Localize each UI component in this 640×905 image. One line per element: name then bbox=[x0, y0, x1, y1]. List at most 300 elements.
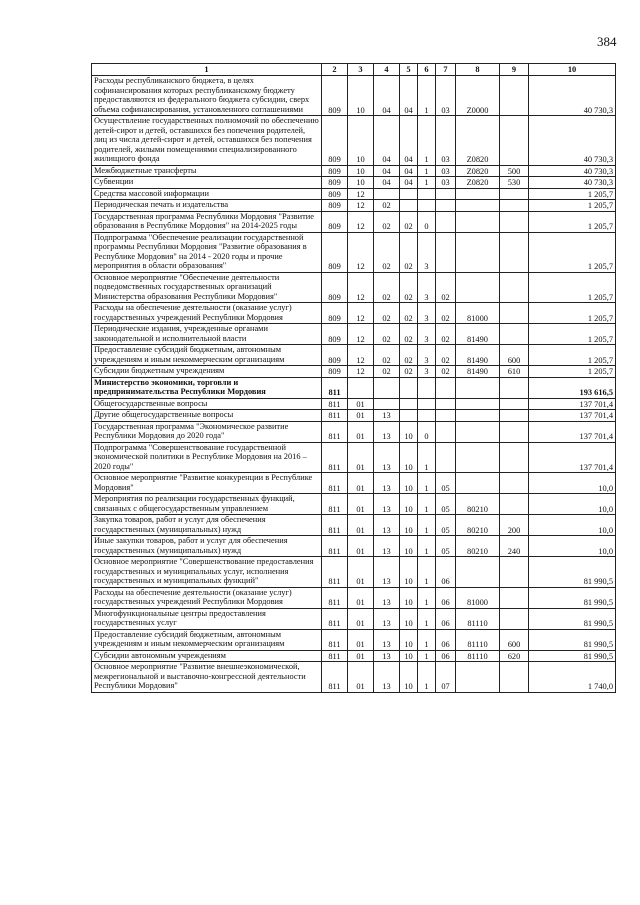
activity-cell bbox=[436, 211, 456, 232]
amount-cell: 40 730,3 bbox=[529, 165, 616, 177]
direction-code-cell bbox=[456, 211, 500, 232]
amount-cell: 81 990,5 bbox=[529, 587, 616, 608]
program-cell: 02 bbox=[400, 272, 418, 303]
section-cell: 12 bbox=[348, 272, 374, 303]
subsection-cell bbox=[374, 188, 400, 200]
header-cell: 7 bbox=[436, 64, 456, 76]
expense-type-cell bbox=[500, 116, 529, 166]
section-cell: 10 bbox=[348, 76, 374, 116]
admin-code-cell: 811 bbox=[322, 377, 348, 398]
activity-cell: 02 bbox=[436, 366, 456, 378]
admin-code-cell: 811 bbox=[322, 410, 348, 422]
row-name-cell: Государственная программа "Экономическое развитие Республики Мордовия до 2020 года" bbox=[92, 421, 322, 442]
row-name-cell: Общегосударственные вопросы bbox=[92, 398, 322, 410]
subprogram-cell: 3 bbox=[418, 272, 436, 303]
subsection-cell: 02 bbox=[374, 200, 400, 212]
direction-code-cell: 81110 bbox=[456, 629, 500, 650]
direction-code-cell bbox=[456, 272, 500, 303]
admin-code-cell: 809 bbox=[322, 200, 348, 212]
table-row bbox=[92, 272, 616, 303]
header-cell: 4 bbox=[374, 64, 400, 76]
admin-code-cell: 811 bbox=[322, 421, 348, 442]
section-cell: 10 bbox=[348, 165, 374, 177]
table-row bbox=[92, 188, 616, 200]
table-row bbox=[92, 515, 616, 536]
activity-cell bbox=[436, 188, 456, 200]
program-cell bbox=[400, 188, 418, 200]
admin-code-cell: 809 bbox=[322, 272, 348, 303]
program-cell: 04 bbox=[400, 177, 418, 189]
amount-cell: 40 730,3 bbox=[529, 177, 616, 189]
activity-cell: 05 bbox=[436, 473, 456, 494]
expense-type-cell bbox=[500, 303, 529, 324]
subprogram-cell: 3 bbox=[418, 345, 436, 366]
activity-cell: 05 bbox=[436, 515, 456, 536]
admin-code-cell: 811 bbox=[322, 557, 348, 588]
subprogram-cell: 1 bbox=[418, 442, 436, 473]
header-cell: 2 bbox=[322, 64, 348, 76]
program-cell: 10 bbox=[400, 557, 418, 588]
activity-cell: 02 bbox=[436, 272, 456, 303]
activity-cell: 06 bbox=[436, 557, 456, 588]
admin-code-cell: 809 bbox=[322, 232, 348, 272]
amount-cell: 1 205,7 bbox=[529, 211, 616, 232]
subprogram-cell: 3 bbox=[418, 366, 436, 378]
admin-code-cell: 811 bbox=[322, 515, 348, 536]
table-row bbox=[92, 650, 616, 662]
activity-cell bbox=[436, 232, 456, 272]
table-body bbox=[92, 76, 616, 693]
expense-type-cell bbox=[500, 232, 529, 272]
expense-type-cell bbox=[500, 200, 529, 212]
expense-type-cell: 500 bbox=[500, 165, 529, 177]
row-name-cell: Расходы на обеспечение деятельности (оказание услуг) государственных учреждений Республики Мордовия bbox=[92, 587, 322, 608]
subprogram-cell: 1 bbox=[418, 629, 436, 650]
program-cell bbox=[400, 398, 418, 410]
table-row bbox=[92, 200, 616, 212]
table-row bbox=[92, 76, 616, 116]
subsection-cell: 13 bbox=[374, 442, 400, 473]
activity-cell: 03 bbox=[436, 177, 456, 189]
amount-cell: 1 740,0 bbox=[529, 662, 616, 693]
program-cell: 02 bbox=[400, 303, 418, 324]
budget-table bbox=[91, 63, 616, 693]
direction-code-cell bbox=[456, 377, 500, 398]
activity-cell: 05 bbox=[436, 536, 456, 557]
subsection-cell: 13 bbox=[374, 557, 400, 588]
activity-cell bbox=[436, 421, 456, 442]
section-cell: 01 bbox=[348, 587, 374, 608]
subsection-cell: 13 bbox=[374, 494, 400, 515]
section-cell: 01 bbox=[348, 442, 374, 473]
expense-type-cell: 530 bbox=[500, 177, 529, 189]
subprogram-cell bbox=[418, 410, 436, 422]
subsection-cell: 13 bbox=[374, 650, 400, 662]
subprogram-cell: 1 bbox=[418, 473, 436, 494]
table-header-row bbox=[92, 64, 616, 76]
subprogram-cell: 1 bbox=[418, 116, 436, 166]
activity-cell: 02 bbox=[436, 303, 456, 324]
expense-type-cell: 610 bbox=[500, 366, 529, 378]
program-cell: 10 bbox=[400, 650, 418, 662]
section-cell: 01 bbox=[348, 536, 374, 557]
direction-code-cell: 81490 bbox=[456, 366, 500, 378]
table-row bbox=[92, 377, 616, 398]
program-cell: 10 bbox=[400, 421, 418, 442]
section-cell: 01 bbox=[348, 473, 374, 494]
table-row bbox=[92, 494, 616, 515]
subsection-cell: 02 bbox=[374, 211, 400, 232]
table-row bbox=[92, 442, 616, 473]
amount-cell: 10,0 bbox=[529, 536, 616, 557]
admin-code-cell: 809 bbox=[322, 116, 348, 166]
expense-type-cell bbox=[500, 442, 529, 473]
expense-type-cell bbox=[500, 272, 529, 303]
direction-code-cell bbox=[456, 557, 500, 588]
section-cell: 12 bbox=[348, 232, 374, 272]
row-name-cell: Государственная программа Республики Мордовия "Развитие образования в Республике Мордовия" на 2014-2025 годы bbox=[92, 211, 322, 232]
header-cell: 10 bbox=[529, 64, 616, 76]
table-row bbox=[92, 587, 616, 608]
activity-cell: 02 bbox=[436, 345, 456, 366]
section-cell: 12 bbox=[348, 188, 374, 200]
table-row bbox=[92, 629, 616, 650]
direction-code-cell: 81000 bbox=[456, 587, 500, 608]
subsection-cell: 02 bbox=[374, 232, 400, 272]
admin-code-cell: 809 bbox=[322, 76, 348, 116]
program-cell: 10 bbox=[400, 473, 418, 494]
subprogram-cell: 0 bbox=[418, 211, 436, 232]
direction-code-cell: 80210 bbox=[456, 536, 500, 557]
header-cell: 1 bbox=[92, 64, 322, 76]
row-name-cell: Мероприятия по реализации государственных функций, связанных с общегосударственным управлением bbox=[92, 494, 322, 515]
admin-code-cell: 809 bbox=[322, 211, 348, 232]
program-cell: 10 bbox=[400, 442, 418, 473]
section-cell: 10 bbox=[348, 116, 374, 166]
program-cell: 10 bbox=[400, 536, 418, 557]
admin-code-cell: 809 bbox=[322, 165, 348, 177]
expense-type-cell: 620 bbox=[500, 650, 529, 662]
direction-code-cell: Z0820 bbox=[456, 165, 500, 177]
program-cell: 10 bbox=[400, 662, 418, 693]
row-name-cell: Межбюджетные трансферты bbox=[92, 165, 322, 177]
subsection-cell: 13 bbox=[374, 473, 400, 494]
table-row bbox=[92, 557, 616, 588]
expense-type-cell bbox=[500, 76, 529, 116]
subsection-cell: 13 bbox=[374, 410, 400, 422]
direction-code-cell bbox=[456, 421, 500, 442]
table-row bbox=[92, 398, 616, 410]
expense-type-cell bbox=[500, 324, 529, 345]
section-cell: 12 bbox=[348, 345, 374, 366]
admin-code-cell: 811 bbox=[322, 629, 348, 650]
table-row bbox=[92, 165, 616, 177]
expense-type-cell bbox=[500, 557, 529, 588]
subsection-cell: 02 bbox=[374, 345, 400, 366]
subprogram-cell: 3 bbox=[418, 324, 436, 345]
admin-code-cell: 809 bbox=[322, 366, 348, 378]
expense-type-cell bbox=[500, 398, 529, 410]
table-row bbox=[92, 608, 616, 629]
direction-code-cell: Z0000 bbox=[456, 76, 500, 116]
subprogram-cell bbox=[418, 398, 436, 410]
subprogram-cell: 1 bbox=[418, 536, 436, 557]
activity-cell: 06 bbox=[436, 587, 456, 608]
amount-cell: 1 205,7 bbox=[529, 303, 616, 324]
expense-type-cell: 200 bbox=[500, 515, 529, 536]
subprogram-cell: 3 bbox=[418, 303, 436, 324]
subsection-cell: 02 bbox=[374, 366, 400, 378]
subprogram-cell: 1 bbox=[418, 650, 436, 662]
expense-type-cell bbox=[500, 494, 529, 515]
table-row bbox=[92, 177, 616, 189]
table-row bbox=[92, 211, 616, 232]
activity-cell: 02 bbox=[436, 324, 456, 345]
program-cell bbox=[400, 377, 418, 398]
amount-cell: 10,0 bbox=[529, 494, 616, 515]
header-cell: 6 bbox=[418, 64, 436, 76]
row-name-cell: Многофункциональные центры предоставления государственных услуг bbox=[92, 608, 322, 629]
subsection-cell: 13 bbox=[374, 662, 400, 693]
row-name-cell: Субсидии бюджетным учреждениям bbox=[92, 366, 322, 378]
header-cell: 8 bbox=[456, 64, 500, 76]
program-cell: 02 bbox=[400, 345, 418, 366]
table-row bbox=[92, 345, 616, 366]
program-cell: 10 bbox=[400, 608, 418, 629]
program-cell: 02 bbox=[400, 232, 418, 272]
activity-cell: 03 bbox=[436, 116, 456, 166]
admin-code-cell: 811 bbox=[322, 587, 348, 608]
subsection-cell: 13 bbox=[374, 629, 400, 650]
subprogram-cell: 1 bbox=[418, 515, 436, 536]
table-row bbox=[92, 421, 616, 442]
program-cell: 10 bbox=[400, 494, 418, 515]
subsection-cell: 13 bbox=[374, 536, 400, 557]
subsection-cell bbox=[374, 377, 400, 398]
activity-cell: 06 bbox=[436, 608, 456, 629]
amount-cell: 81 990,5 bbox=[529, 629, 616, 650]
section-cell: 12 bbox=[348, 366, 374, 378]
admin-code-cell: 811 bbox=[322, 608, 348, 629]
section-cell: 01 bbox=[348, 515, 374, 536]
amount-cell: 40 730,3 bbox=[529, 116, 616, 166]
admin-code-cell: 809 bbox=[322, 177, 348, 189]
program-cell: 02 bbox=[400, 324, 418, 345]
expense-type-cell bbox=[500, 608, 529, 629]
subprogram-cell: 3 bbox=[418, 232, 436, 272]
expense-type-cell bbox=[500, 188, 529, 200]
amount-cell: 1 205,7 bbox=[529, 232, 616, 272]
page-number: 384 bbox=[597, 34, 617, 49]
section-cell: 12 bbox=[348, 324, 374, 345]
row-name-cell: Подпрограмма "Совершенствование государственной экономической политики в Республике Мордовия на 2016 – 2020 годы" bbox=[92, 442, 322, 473]
row-name-cell: Основное мероприятие "Развитие конкуренции в Республике Мордовия" bbox=[92, 473, 322, 494]
amount-cell: 193 616,5 bbox=[529, 377, 616, 398]
row-name-cell: Субвенции bbox=[92, 177, 322, 189]
section-cell: 01 bbox=[348, 494, 374, 515]
subprogram-cell bbox=[418, 188, 436, 200]
direction-code-cell: 81110 bbox=[456, 608, 500, 629]
subprogram-cell: 1 bbox=[418, 494, 436, 515]
admin-code-cell: 811 bbox=[322, 536, 348, 557]
amount-cell: 1 205,7 bbox=[529, 272, 616, 303]
direction-code-cell bbox=[456, 442, 500, 473]
row-name-cell: Расходы на обеспечение деятельности (оказание услуг) государственных учреждений Республики Мордовия bbox=[92, 303, 322, 324]
amount-cell: 1 205,7 bbox=[529, 188, 616, 200]
program-cell: 04 bbox=[400, 165, 418, 177]
activity-cell: 03 bbox=[436, 76, 456, 116]
table-row bbox=[92, 116, 616, 166]
section-cell: 12 bbox=[348, 200, 374, 212]
row-name-cell: Другие общегосударственные вопросы bbox=[92, 410, 322, 422]
amount-cell: 10,0 bbox=[529, 473, 616, 494]
table-row bbox=[92, 410, 616, 422]
subsection-cell: 02 bbox=[374, 272, 400, 303]
header-cell: 9 bbox=[500, 64, 529, 76]
expense-type-cell bbox=[500, 587, 529, 608]
expense-type-cell bbox=[500, 377, 529, 398]
subprogram-cell: 1 bbox=[418, 165, 436, 177]
program-cell: 10 bbox=[400, 587, 418, 608]
row-name-cell: Субсидии автономным учреждениям bbox=[92, 650, 322, 662]
direction-code-cell bbox=[456, 188, 500, 200]
admin-code-cell: 811 bbox=[322, 662, 348, 693]
table-row bbox=[92, 366, 616, 378]
subsection-cell: 04 bbox=[374, 177, 400, 189]
subsection-cell bbox=[374, 398, 400, 410]
amount-cell: 1 205,7 bbox=[529, 200, 616, 212]
admin-code-cell: 811 bbox=[322, 398, 348, 410]
program-cell: 10 bbox=[400, 515, 418, 536]
row-name-cell: Министерство экономики, торговли и предпринимательства Республики Мордовия bbox=[92, 377, 322, 398]
row-name-cell: Подпрограмма "Обеспечение реализации государственной программы Республики Мордовия "Развитие образования в Республике Мордовия" на 2014 - 2020 годы и прочие мероприятия в области образования" bbox=[92, 232, 322, 272]
table-row bbox=[92, 324, 616, 345]
section-cell: 01 bbox=[348, 398, 374, 410]
row-name-cell: Периодические издания, учрежденные органами законодательной и исполнительной власти bbox=[92, 324, 322, 345]
direction-code-cell bbox=[456, 232, 500, 272]
subprogram-cell bbox=[418, 377, 436, 398]
table-row bbox=[92, 662, 616, 693]
table-row bbox=[92, 536, 616, 557]
expense-type-cell bbox=[500, 421, 529, 442]
direction-code-cell: Z0820 bbox=[456, 116, 500, 166]
row-name-cell: Основное мероприятие "Развитие внешнеэкономической, межрегиональной и выставочно-конгрессной деятельности Республики Мордовия" bbox=[92, 662, 322, 693]
section-cell bbox=[348, 377, 374, 398]
activity-cell bbox=[436, 377, 456, 398]
activity-cell bbox=[436, 410, 456, 422]
direction-code-cell: 81490 bbox=[456, 324, 500, 345]
activity-cell: 07 bbox=[436, 662, 456, 693]
subprogram-cell: 0 bbox=[418, 421, 436, 442]
activity-cell bbox=[436, 398, 456, 410]
amount-cell: 81 990,5 bbox=[529, 608, 616, 629]
expense-type-cell: 600 bbox=[500, 629, 529, 650]
admin-code-cell: 809 bbox=[322, 303, 348, 324]
activity-cell: 05 bbox=[436, 494, 456, 515]
subprogram-cell bbox=[418, 200, 436, 212]
subsection-cell: 04 bbox=[374, 116, 400, 166]
subsection-cell: 13 bbox=[374, 587, 400, 608]
activity-cell bbox=[436, 442, 456, 473]
expense-type-cell bbox=[500, 211, 529, 232]
subsection-cell: 04 bbox=[374, 76, 400, 116]
direction-code-cell bbox=[456, 410, 500, 422]
amount-cell: 137 701,4 bbox=[529, 421, 616, 442]
activity-cell: 06 bbox=[436, 650, 456, 662]
subprogram-cell: 1 bbox=[418, 587, 436, 608]
amount-cell: 137 701,4 bbox=[529, 410, 616, 422]
row-name-cell: Средства массовой информации bbox=[92, 188, 322, 200]
header-cell: 3 bbox=[348, 64, 374, 76]
row-name-cell: Периодическая печать и издательства bbox=[92, 200, 322, 212]
amount-cell: 10,0 bbox=[529, 515, 616, 536]
section-cell: 12 bbox=[348, 303, 374, 324]
row-name-cell: Расходы республиканского бюджета, в целях софинансирования которых республиканскому бюджету предоставляются из федерального бюджета субсидии, сверх объема софинансирования, установленного соглашениями bbox=[92, 76, 322, 116]
program-cell: 02 bbox=[400, 211, 418, 232]
section-cell: 10 bbox=[348, 177, 374, 189]
amount-cell: 137 701,4 bbox=[529, 398, 616, 410]
expense-type-cell bbox=[500, 473, 529, 494]
row-name-cell: Иные закупки товаров, работ и услуг для обеспечения государственных (муниципальных) нужд bbox=[92, 536, 322, 557]
row-name-cell: Осуществление государственных полномочий по обеспечению детей-сирот и детей, оставшихся без попечения родителей, лиц из числа детей-сирот и детей, оставшихся без попечения родителей, жилыми помещениями специализированного жилищного фонда bbox=[92, 116, 322, 166]
subprogram-cell: 1 bbox=[418, 177, 436, 189]
subprogram-cell: 1 bbox=[418, 662, 436, 693]
subsection-cell: 13 bbox=[374, 608, 400, 629]
section-cell: 01 bbox=[348, 421, 374, 442]
row-name-cell: Предоставление субсидий бюджетным, автономным учреждениям и иным некоммерческим организациям bbox=[92, 629, 322, 650]
direction-code-cell: Z0820 bbox=[456, 177, 500, 189]
activity-cell: 06 bbox=[436, 629, 456, 650]
admin-code-cell: 811 bbox=[322, 650, 348, 662]
expense-type-cell bbox=[500, 662, 529, 693]
program-cell: 02 bbox=[400, 366, 418, 378]
program-cell: 04 bbox=[400, 116, 418, 166]
activity-cell bbox=[436, 200, 456, 212]
expense-type-cell bbox=[500, 410, 529, 422]
amount-cell: 81 990,5 bbox=[529, 650, 616, 662]
subsection-cell: 04 bbox=[374, 165, 400, 177]
amount-cell: 1 205,7 bbox=[529, 345, 616, 366]
section-cell: 12 bbox=[348, 211, 374, 232]
subsection-cell: 13 bbox=[374, 421, 400, 442]
amount-cell: 81 990,5 bbox=[529, 557, 616, 588]
direction-code-cell bbox=[456, 200, 500, 212]
direction-code-cell: 80210 bbox=[456, 494, 500, 515]
amount-cell: 1 205,7 bbox=[529, 324, 616, 345]
subsection-cell: 02 bbox=[374, 303, 400, 324]
row-name-cell: Основное мероприятие "Совершенствование предоставления государственных и муниципальных услуг, исполнения государственных и муниципальных функций" bbox=[92, 557, 322, 588]
header-cell: 5 bbox=[400, 64, 418, 76]
row-name-cell: Закупка товаров, работ и услуг для обеспечения государственных (муниципальных) нужд bbox=[92, 515, 322, 536]
expense-type-cell: 240 bbox=[500, 536, 529, 557]
program-cell: 10 bbox=[400, 629, 418, 650]
program-cell bbox=[400, 200, 418, 212]
row-name-cell: Основное мероприятие "Обеспечение деятельности подведомственных государственных организаций Министерства образования Республики Мордовия" bbox=[92, 272, 322, 303]
section-cell: 01 bbox=[348, 650, 374, 662]
admin-code-cell: 809 bbox=[322, 188, 348, 200]
subprogram-cell: 1 bbox=[418, 608, 436, 629]
direction-code-cell bbox=[456, 473, 500, 494]
table-row bbox=[92, 473, 616, 494]
admin-code-cell: 811 bbox=[322, 494, 348, 515]
subprogram-cell: 1 bbox=[418, 557, 436, 588]
admin-code-cell: 809 bbox=[322, 345, 348, 366]
direction-code-cell bbox=[456, 662, 500, 693]
direction-code-cell: 81110 bbox=[456, 650, 500, 662]
program-cell bbox=[400, 410, 418, 422]
admin-code-cell: 811 bbox=[322, 442, 348, 473]
amount-cell: 1 205,7 bbox=[529, 366, 616, 378]
